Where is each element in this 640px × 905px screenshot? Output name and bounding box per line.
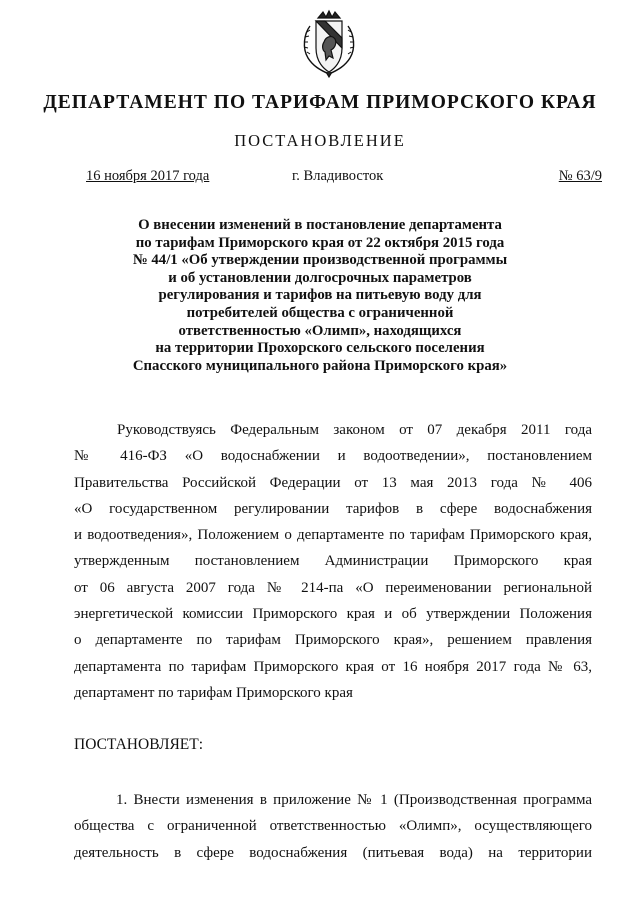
- subject-line: ответственностью «Олимп», находящихся: [178, 322, 462, 339]
- coat-of-arms-emblem: [296, 8, 362, 80]
- subject-line: по тарифам Приморского края от 22 октября 2015 года: [135, 234, 505, 251]
- resolution-item-1: [74, 787, 592, 866]
- document-meta: [0, 168, 640, 188]
- subject-line: О внесении изменений в постановление департамента: [138, 217, 502, 233]
- subject-line: и об установлении долгосрочных параметров: [168, 269, 472, 286]
- document-type: ПОСТАНОВЛЕНИЕ: [234, 131, 406, 150]
- paragraph-line: департамента по тарифам Приморского края от 16 ноября 2017 года № 63,: [74, 658, 592, 675]
- paragraph-line: № 416-ФЗ «О водоснабжении и водоотведении», постановлением: [74, 448, 592, 465]
- paragraph-line: Руководствуясь Федеральным законом от 07 декабря 2011 года: [117, 422, 592, 438]
- paragraph-line: и водоотведения», Положением о департаменте по тарифам Приморского края,: [74, 527, 592, 544]
- paragraph-line: утвержденным постановлением Администрации Приморского края: [74, 553, 592, 570]
- paragraph-line: 1. Внести изменения в приложение № 1 (Производственная программа: [116, 792, 592, 808]
- paragraph-line: деятельность в сфере водоснабжения (питьевая вода) на территории: [74, 844, 592, 861]
- subject-line: на территории Прохорского сельского поселения: [155, 340, 485, 357]
- paragraph-line: о департаменте по тарифам Приморского края», решением правления: [74, 632, 592, 649]
- subject-line: № 44/1 «Об утверждении производственной программы: [132, 252, 508, 269]
- document-city: г. Владивосток: [292, 168, 384, 184]
- paragraph-line: энергетической комиссии Приморского края и об утверждении Положения: [74, 606, 592, 623]
- preamble-paragraph: [74, 417, 592, 706]
- subject-line: потребителей общества с ограниченной: [186, 304, 454, 321]
- paragraph-line: общества с ограниченной ответственностью «Олимп», осуществляющего: [74, 818, 592, 835]
- paragraph-line: «О государственном регулировании тарифов в сфере водоснабжения: [74, 500, 592, 517]
- paragraph-line: от 06 августа 2007 года № 214-па «О переименовании региональной: [74, 579, 592, 596]
- subject-line: Спасского муниципального района Приморского края»: [132, 357, 508, 374]
- paragraph-line: департамент по тарифам Приморского края: [74, 684, 353, 701]
- document-date: 16 ноября 2017 года: [86, 168, 210, 184]
- paragraph-line: Правительства Российской Федерации от 13 мая 2013 года № 406: [74, 474, 592, 491]
- document-subject: [100, 217, 540, 375]
- document-number: № 63/9: [558, 168, 602, 184]
- department-title: ДЕПАРТАМЕНТ ПО ТАРИФАМ ПРИМОРСКОГО КРАЯ: [43, 92, 597, 113]
- resolves-heading: ПОСТАНОВЛЯЕТ:: [74, 736, 204, 753]
- subject-line: регулирования и тарифов на питьевую воду для: [158, 287, 482, 304]
